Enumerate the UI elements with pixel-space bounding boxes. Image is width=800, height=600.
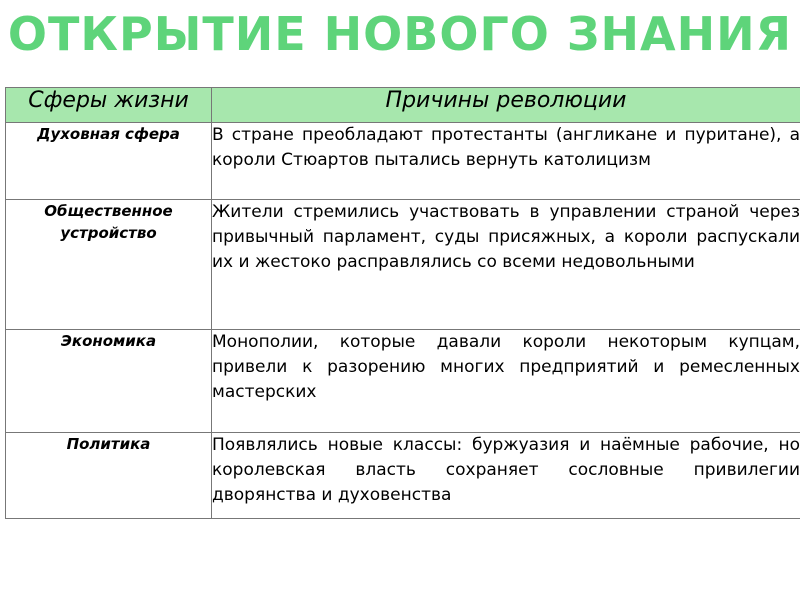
sphere-cell: Политика	[6, 433, 212, 519]
sphere-cell: Экономика	[6, 330, 212, 433]
table-row	[6, 200, 800, 330]
sphere-cell: Духовная сфера	[6, 123, 212, 200]
sphere-cell: Общественное устройство	[6, 200, 212, 330]
header-causes: Причины революции	[212, 88, 800, 123]
table-header-row	[6, 88, 800, 123]
cause-cell: Жители стремились участвовать в управлении страной через привычный парламент, суды присяжных, а короли распускали их и жестоко расправлялись со всеми недовольными	[212, 200, 800, 330]
table-row	[6, 433, 800, 519]
cause-cell: Монополии, которые давали короли некоторым купцам, привели к разорению многих предприятий и ремесленных мастерских	[212, 330, 800, 433]
cause-cell: В стране преобладают протестанты (англикане и пуритане), а короли Стюартов пытались вернуть католицизм	[212, 123, 800, 200]
slide-title: ОТКРЫТИЕ НОВОГО ЗНАНИЯ	[7, 7, 793, 61]
cause-cell: Появлялись новые классы: буржуазия и наёмные рабочие, но королевская власть сохраняет сословные привилегии дворянства и духовенства	[212, 433, 800, 519]
table-row	[6, 123, 800, 200]
header-spheres: Сферы жизни	[6, 88, 212, 123]
table-row	[6, 330, 800, 433]
causes-table	[5, 87, 800, 519]
